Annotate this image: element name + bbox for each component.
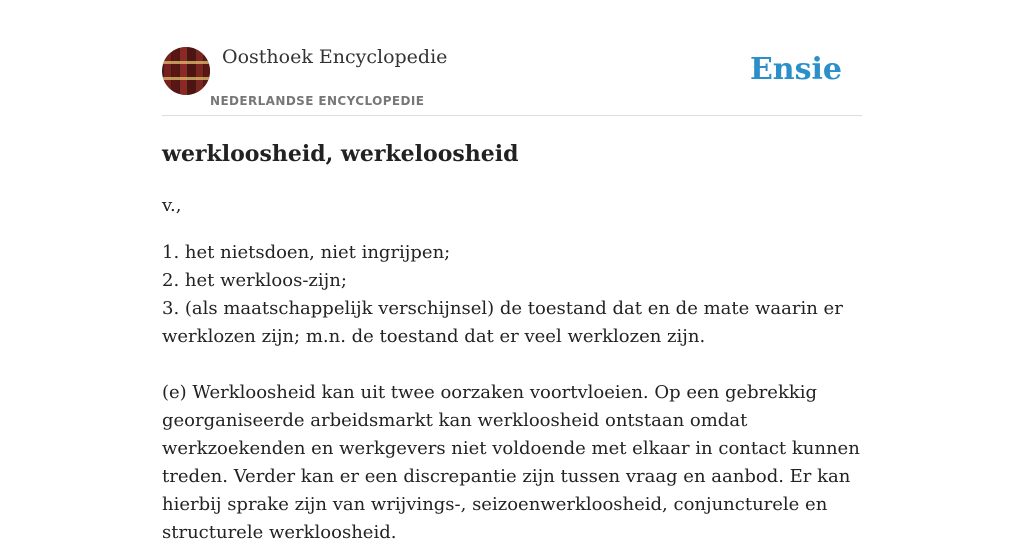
brand-logo[interactable]: Ensie	[749, 52, 842, 87]
definition-item: 3. (als maatschappelijk verschijnsel) de toestand dat en de mate waarin er werklozen zijn; m.n. de toestand dat er veel werklozen zijn.	[162, 298, 843, 347]
grammar-label: v.,	[162, 195, 182, 216]
site-name[interactable]: Oosthoek Encyclopedie	[222, 46, 448, 68]
page-container	[162, 0, 862, 543]
entry-title: werkloosheid, werkeloosheid	[162, 141, 519, 167]
definition-item: 1. het nietsdoen, niet ingrijpen;	[162, 242, 451, 263]
book-collection-avatar[interactable]	[162, 47, 210, 95]
definition-list	[162, 239, 862, 351]
definition-item: 2. het werkloos-zijn;	[162, 270, 347, 291]
site-header	[162, 0, 862, 116]
entry-paragraph: (e) Werkloosheid kan uit twee oorzaken voortvloeien. Op een gebrekkig georganiseerde arbeidsmarkt kan werkloosheid ontstaan omdat werkzoekenden en werkgevers niet voldoende met elkaar in contact kunnen treden. Verder kan er een discrepantie zijn tussen vraag en aanbod. Er kan hierbij sprake zijn van wrijvings-, seizoenwerkloosheid, conjuncturele en structurele werkloosheid.	[162, 382, 860, 543]
site-subtitle: NEDERLANDSE ENCYCLOPEDIE	[210, 94, 425, 108]
